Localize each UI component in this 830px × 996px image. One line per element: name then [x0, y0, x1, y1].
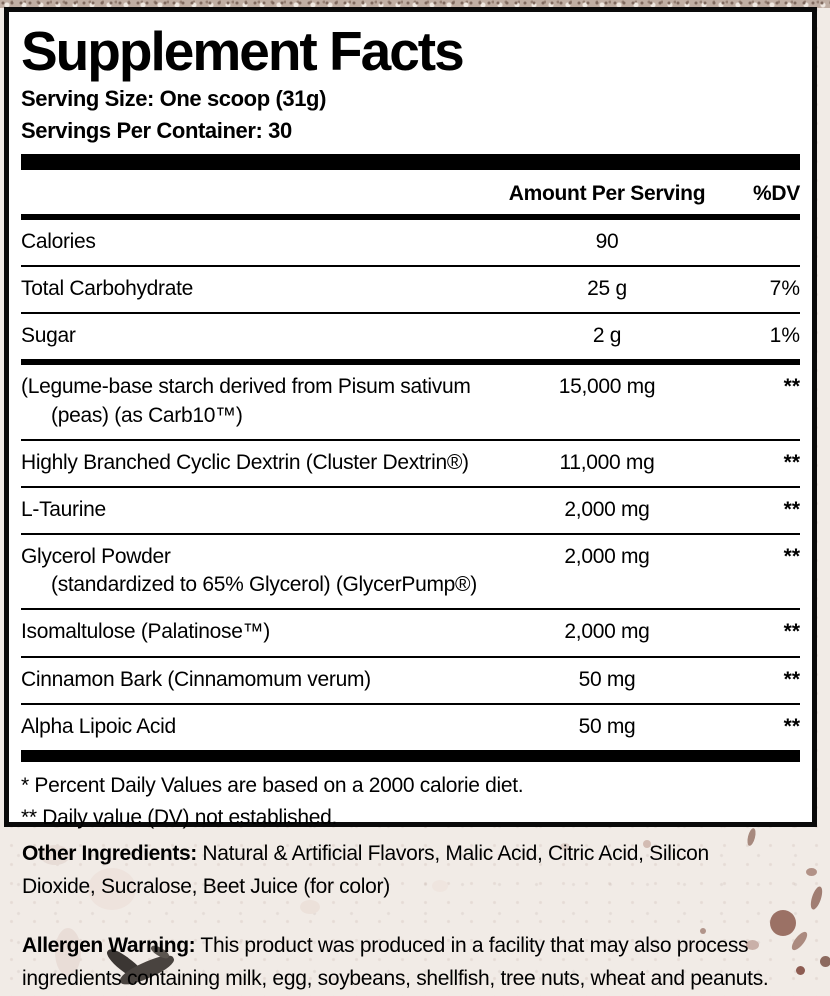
divider-bar-bottom — [21, 750, 800, 762]
nutrient-amount: 25 g — [587, 276, 627, 300]
nutrient-row — [21, 441, 800, 486]
nutrient-row — [21, 220, 800, 265]
supplement-facts-panel — [4, 7, 817, 827]
nutrient-dv: 1% — [769, 324, 800, 348]
nutrient-name: Calories — [21, 229, 96, 253]
nutrient-amount: 2,000 mg — [564, 545, 650, 569]
nutrient-dv: ** — [783, 620, 800, 644]
other-ingredients-label: Other Ingredients: — [22, 842, 197, 865]
nutrient-amount: 11,000 mg — [559, 450, 655, 474]
nutrient-dv: ** — [783, 667, 800, 691]
nutrient-row — [21, 488, 800, 533]
nutrient-row — [21, 658, 800, 703]
nutrient-dv: ** — [783, 497, 800, 521]
nutrient-dv: ** — [783, 714, 800, 738]
nutrient-dv: ** — [783, 545, 800, 569]
allergen-warning-label: Allergen Warning: — [22, 933, 196, 957]
footnotes — [21, 762, 800, 833]
nutrient-name: Glycerol Powder (standardized to 65% Glycerol) (GlycerPump®) — [21, 545, 477, 597]
nutrient-amount: 2 g — [592, 324, 622, 348]
splatter-dot — [820, 956, 830, 967]
panel-title: Supplement Facts — [21, 20, 463, 82]
nutrient-row — [21, 535, 800, 608]
nutrient-name: Isomaltulose (Palatinose™) — [21, 620, 270, 644]
dv-column-header: %DV — [753, 181, 800, 205]
amount-column-header: Amount Per Serving — [508, 181, 706, 205]
divider-bar-top — [21, 154, 800, 170]
nutrient-row — [21, 610, 800, 655]
nutrient-name: Highly Branched Cyclic Dextrin (Cluster Dextrin®) — [21, 450, 469, 474]
nutrient-row — [21, 314, 800, 359]
column-header-row — [21, 170, 800, 214]
serving-size: Serving Size: One scoop (31g) — [21, 86, 327, 111]
nutrient-row — [21, 705, 800, 750]
nutrient-dv: ** — [783, 375, 800, 399]
allergen-warning-text: This product was produced in a facility that may also process ingredients containing milk, egg, soybeans, shellfish, tree nuts, wheat and peanuts. — [22, 933, 769, 990]
nutrient-dv: 7% — [769, 276, 800, 300]
nutrient-name: Cinnamon Bark (Cinnamomum verum) — [21, 667, 371, 691]
footnote-dv-not-established: ** Daily value (DV) not established. — [21, 805, 338, 829]
nutrient-name: Sugar — [21, 324, 76, 348]
other-ingredients — [22, 838, 746, 904]
nutrient-name: Total Carbohydrate — [21, 276, 194, 300]
nutrient-amount: 90 — [595, 229, 619, 253]
nutrient-name: Alpha Lipoic Acid — [21, 714, 176, 738]
servings-per-container: Servings Per Container: 30 — [21, 117, 292, 143]
nutrient-row — [21, 267, 800, 312]
nutrient-name: (Legume-base starch derived from Pisum sativum (peas) (as Carb10™) — [21, 375, 471, 427]
footnote-daily-values: * Percent Daily Values are based on a 2000 calorie diet. — [21, 774, 524, 798]
nutrient-amount: 2,000 mg — [564, 497, 650, 521]
nutrient-dv: ** — [783, 450, 800, 474]
nutrient-amount: 15,000 mg — [558, 375, 656, 399]
below-panel-text — [22, 838, 812, 996]
other-ingredients-text: Natural & Artificial Flavors, Malic Acid, Citric Acid, Silicon Dioxide, Sucralose, Beet Juice (for color) — [22, 842, 709, 898]
nutrient-row — [21, 365, 800, 438]
nutrient-amount: 2,000 mg — [564, 620, 650, 644]
nutrient-amount: 50 mg — [578, 714, 636, 738]
nutrient-name: L-Taurine — [21, 497, 106, 521]
nutrient-rows — [21, 220, 800, 750]
nutrient-amount: 50 mg — [578, 667, 636, 691]
